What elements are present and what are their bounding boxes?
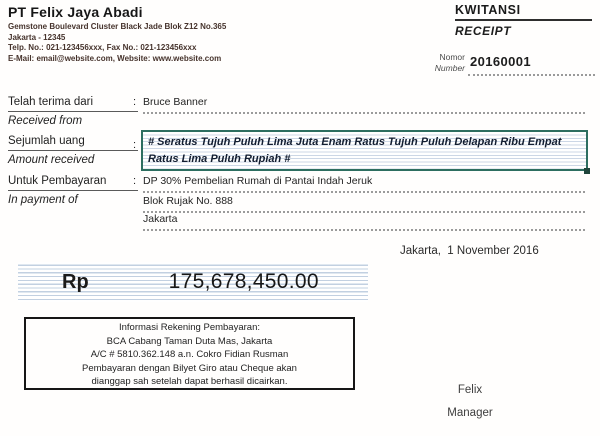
bank-info-box [24,317,355,390]
bank-info-line: Pembayaran dengan Bilyet Giro atau Cheque akan [82,362,297,374]
colon-separator: : [133,139,137,151]
label-received-from-id: Telah terima dari [8,96,138,112]
colon-separator: : [133,96,137,108]
amount-words-text: # Seratus Tujuh Puluh Lima Juta Enam Ratus Tujuh Puluh Delapan Ribu Empat Ratus Lima Puluh Rupiah # [148,136,562,165]
bank-info-line: A/C # 5810.362.148 a.n. Cokro Fidian Rusman [90,349,289,361]
address-line: E-Mail: email@website.com, Website: www.website.com [8,53,222,63]
payment-line: DP 30% Pembelian Rumah di Pantai Indah Jeruk [143,175,585,193]
colon-separator: : [133,175,137,187]
signature-block [430,384,510,419]
number-label-en: Number [434,62,465,73]
amount-value: 175,678,450.00 [168,270,319,293]
selection-handle[interactable] [584,168,590,174]
signature-name: Felix [457,384,483,396]
receipt-title-block [455,3,592,38]
label-amount-words-en: Amount received [8,154,95,166]
amount-words-textbox[interactable] [141,130,588,171]
place-date-line: Jakarta, 1 November 2016 [400,245,539,257]
payment-line: Blok Rujak No. 888 [143,195,585,213]
number-labels [415,52,465,73]
bank-info-line: dianggap sah setelah dapat berhasil dicairkan. [91,376,288,388]
company-address [8,22,226,64]
receipt-title: KWITANSI [455,3,592,21]
label-payment-for-id: Untuk Pembayaran [8,175,138,191]
receipt-subtitle: RECEIPT [455,24,512,38]
bank-info-line: BCA Cabang Taman Duta Mas, Jakarta [106,335,273,347]
number-label-id: Nomor [439,52,465,62]
label-amount-words-id: Sejumlah uang [8,135,138,151]
number-value: 20160001 [470,54,532,69]
number-dotted-line [468,62,595,76]
received-from-value: Bruce Banner [143,96,585,114]
signature-title: Manager [447,407,493,419]
company-header [8,4,226,64]
label-payment-for-en: In payment of [8,194,78,206]
address-line: Jakarta - 12345 [8,32,66,42]
label-received-from-en: Received from [8,115,83,127]
amount-figure-box [18,262,368,302]
address-line: Gemstone Boulevard Cluster Black Jade Blok Z12 No.365 [8,22,227,31]
currency-label: Rp [62,270,89,293]
payment-line: Jakarta [143,213,585,231]
address-line: Telp. No.: 021-123456xxx, Fax No.: 021-123456xxx [8,43,197,52]
company-name: PT Felix Jaya Abadi [8,4,143,20]
bank-info-line: Informasi Rekening Pembayaran: [119,322,260,333]
